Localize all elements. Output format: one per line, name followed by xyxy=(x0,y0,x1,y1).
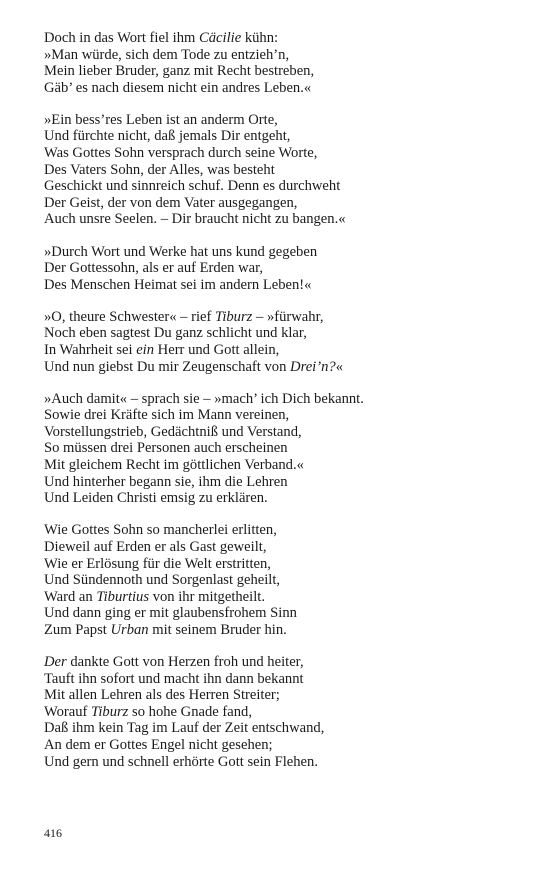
verse-text: Des Vaters Sohn, der Alles, was besteht xyxy=(44,161,275,178)
verse-line xyxy=(44,30,514,47)
stanza xyxy=(44,244,514,294)
verse-line xyxy=(44,474,514,491)
verse-line xyxy=(44,260,514,277)
verse-line xyxy=(44,424,514,441)
verse-text: kühn: xyxy=(241,30,279,46)
verse-line xyxy=(44,309,514,326)
verse-text: Und Leiden Christi emsig zu erklären. xyxy=(44,490,268,507)
verse-text: An dem er Gottes Engel nicht gesehen; xyxy=(44,736,273,753)
verse-line xyxy=(44,704,514,721)
verse-text: so hohe Gnade fand, xyxy=(128,703,252,720)
italic-name: Tiburz xyxy=(215,308,253,325)
verse-line xyxy=(44,737,514,754)
stanza xyxy=(44,391,514,507)
verse-text: Mit allen Lehren als des Herren Streiter; xyxy=(44,687,280,704)
verse-text: Sowie drei Kräfte sich im Mann vereinen, xyxy=(44,407,290,424)
verse-text: Und Sündennoth und Sorgenlast geheilt, xyxy=(44,572,281,589)
verse-text: Auch unsre Seelen. – Dir braucht nicht zu bangen.« xyxy=(44,211,346,228)
verse-line xyxy=(44,195,514,212)
verse-text: »Man würde, sich dem Tode zu entzieh’n, xyxy=(44,46,290,63)
italic-name: Cäcilie xyxy=(199,30,242,46)
verse-line xyxy=(44,720,514,737)
verse-text: Worauf xyxy=(44,703,92,720)
page-number: 416 xyxy=(44,826,62,840)
verse-text: von ihr mitgetheilt. xyxy=(149,588,265,605)
verse-line xyxy=(44,178,514,195)
verse-line xyxy=(44,342,514,359)
verse-text: Und nun giebst Du mir Zeugenschaft von xyxy=(44,358,291,375)
verse-text: »Auch damit« – sprach sie – »mach’ ich Dich bekannt. xyxy=(44,390,364,407)
italic-name: Drei’n? xyxy=(290,358,336,375)
verse-text: Daß ihm kein Tag im Lauf der Zeit entschwand, xyxy=(44,720,325,737)
verse-line xyxy=(44,277,514,294)
verse-text: So müssen drei Personen auch erscheinen xyxy=(44,440,288,457)
verse-line xyxy=(44,407,514,424)
verse-text: Und gern und schnell erhörte Gott sein Flehen. xyxy=(44,753,318,770)
verse-line xyxy=(44,754,514,771)
verse-text: Noch eben sagtest Du ganz schlicht und klar, xyxy=(44,325,307,342)
stanza xyxy=(44,30,514,96)
verse-text: Der Geist, der von dem Vater ausgegangen, xyxy=(44,194,298,211)
verse-line xyxy=(44,605,514,622)
italic-name: Tiburtius xyxy=(96,588,150,605)
verse-text: »Durch Wort und Werke hat uns kund gegeben xyxy=(44,243,318,260)
verse-line xyxy=(44,687,514,704)
verse-text: »O, theure Schwester« – rief xyxy=(44,308,216,325)
verse-text: »Ein bess’res Leben ist an anderm Orte, xyxy=(44,111,278,128)
verse-text: – »fürwahr, xyxy=(252,308,324,325)
verse-line xyxy=(44,654,514,671)
verse-line xyxy=(44,63,514,80)
verse-text: In Wahrheit sei xyxy=(44,342,137,358)
verse-text: Gäb’ es nach diesem nicht ein andres Leben.« xyxy=(44,79,312,96)
verse-line xyxy=(44,162,514,179)
poem-text xyxy=(44,30,514,786)
verse-line xyxy=(44,112,514,129)
verse-text: Des Menschen Heimat sei im andern Leben!« xyxy=(44,276,312,293)
verse-text: Mein lieber Bruder, ganz mit Recht bestreben, xyxy=(44,63,315,80)
verse-text: dankte Gott von Herzen froh und heiter, xyxy=(66,654,304,670)
italic-name: Der xyxy=(44,654,67,670)
verse-line xyxy=(44,47,514,64)
verse-line xyxy=(44,80,514,97)
verse-line xyxy=(44,440,514,457)
verse-text: Dieweil auf Erden er als Gast geweilt, xyxy=(44,538,267,555)
verse-line xyxy=(44,556,514,573)
stanza xyxy=(44,522,514,638)
verse-text: Tauft ihn sofort und macht ihn dann bekannt xyxy=(44,670,304,687)
verse-line xyxy=(44,211,514,228)
verse-text: Vorstellungstrieb, Gedächtniß und Verstand, xyxy=(44,423,302,440)
verse-text: Und fürchte nicht, daß jemals Dir entgeht, xyxy=(44,128,291,145)
verse-line xyxy=(44,457,514,474)
italic-name: Urban xyxy=(110,621,149,638)
stanza xyxy=(44,309,514,375)
stanza xyxy=(44,112,514,228)
verse-text: Zum Papst xyxy=(44,621,111,638)
verse-line xyxy=(44,490,514,507)
verse-text: Herr und Gott allein, xyxy=(154,342,280,358)
verse-line xyxy=(44,589,514,606)
stanza xyxy=(44,654,514,770)
italic-name: Tiburz xyxy=(91,703,129,720)
verse-line xyxy=(44,128,514,145)
verse-text: Was Gottes Sohn versprach durch seine Worte, xyxy=(44,145,318,162)
verse-line xyxy=(44,539,514,556)
verse-text: Wie er Erlösung für die Welt erstritten, xyxy=(44,555,271,572)
verse-line xyxy=(44,359,514,376)
verse-text: Mit gleichem Recht im göttlichen Verband.« xyxy=(44,457,304,474)
verse-text: Und dann ging er mit glaubensfrohem Sinn xyxy=(44,605,297,622)
verse-line xyxy=(44,522,514,539)
verse-line xyxy=(44,671,514,688)
verse-line xyxy=(44,622,514,639)
verse-line xyxy=(44,145,514,162)
verse-text: Der Gottessohn, als er auf Erden war, xyxy=(44,260,264,277)
verse-text: Doch in das Wort fiel ihm xyxy=(44,30,200,46)
verse-line xyxy=(44,325,514,342)
verse-line xyxy=(44,572,514,589)
verse-text: Und hinterher begann sie, ihm die Lehren xyxy=(44,473,288,490)
verse-text: mit seinem Bruder hin. xyxy=(148,621,287,638)
verse-line xyxy=(44,391,514,408)
verse-line xyxy=(44,244,514,261)
verse-text: Wie Gottes Sohn so mancherlei erlitten, xyxy=(44,522,277,539)
verse-text: Geschickt und sinnreich schuf. Denn es durchweht xyxy=(44,178,341,195)
verse-text: Ward an xyxy=(44,588,97,605)
verse-text: « xyxy=(335,358,343,375)
italic-name: ein xyxy=(136,342,155,358)
